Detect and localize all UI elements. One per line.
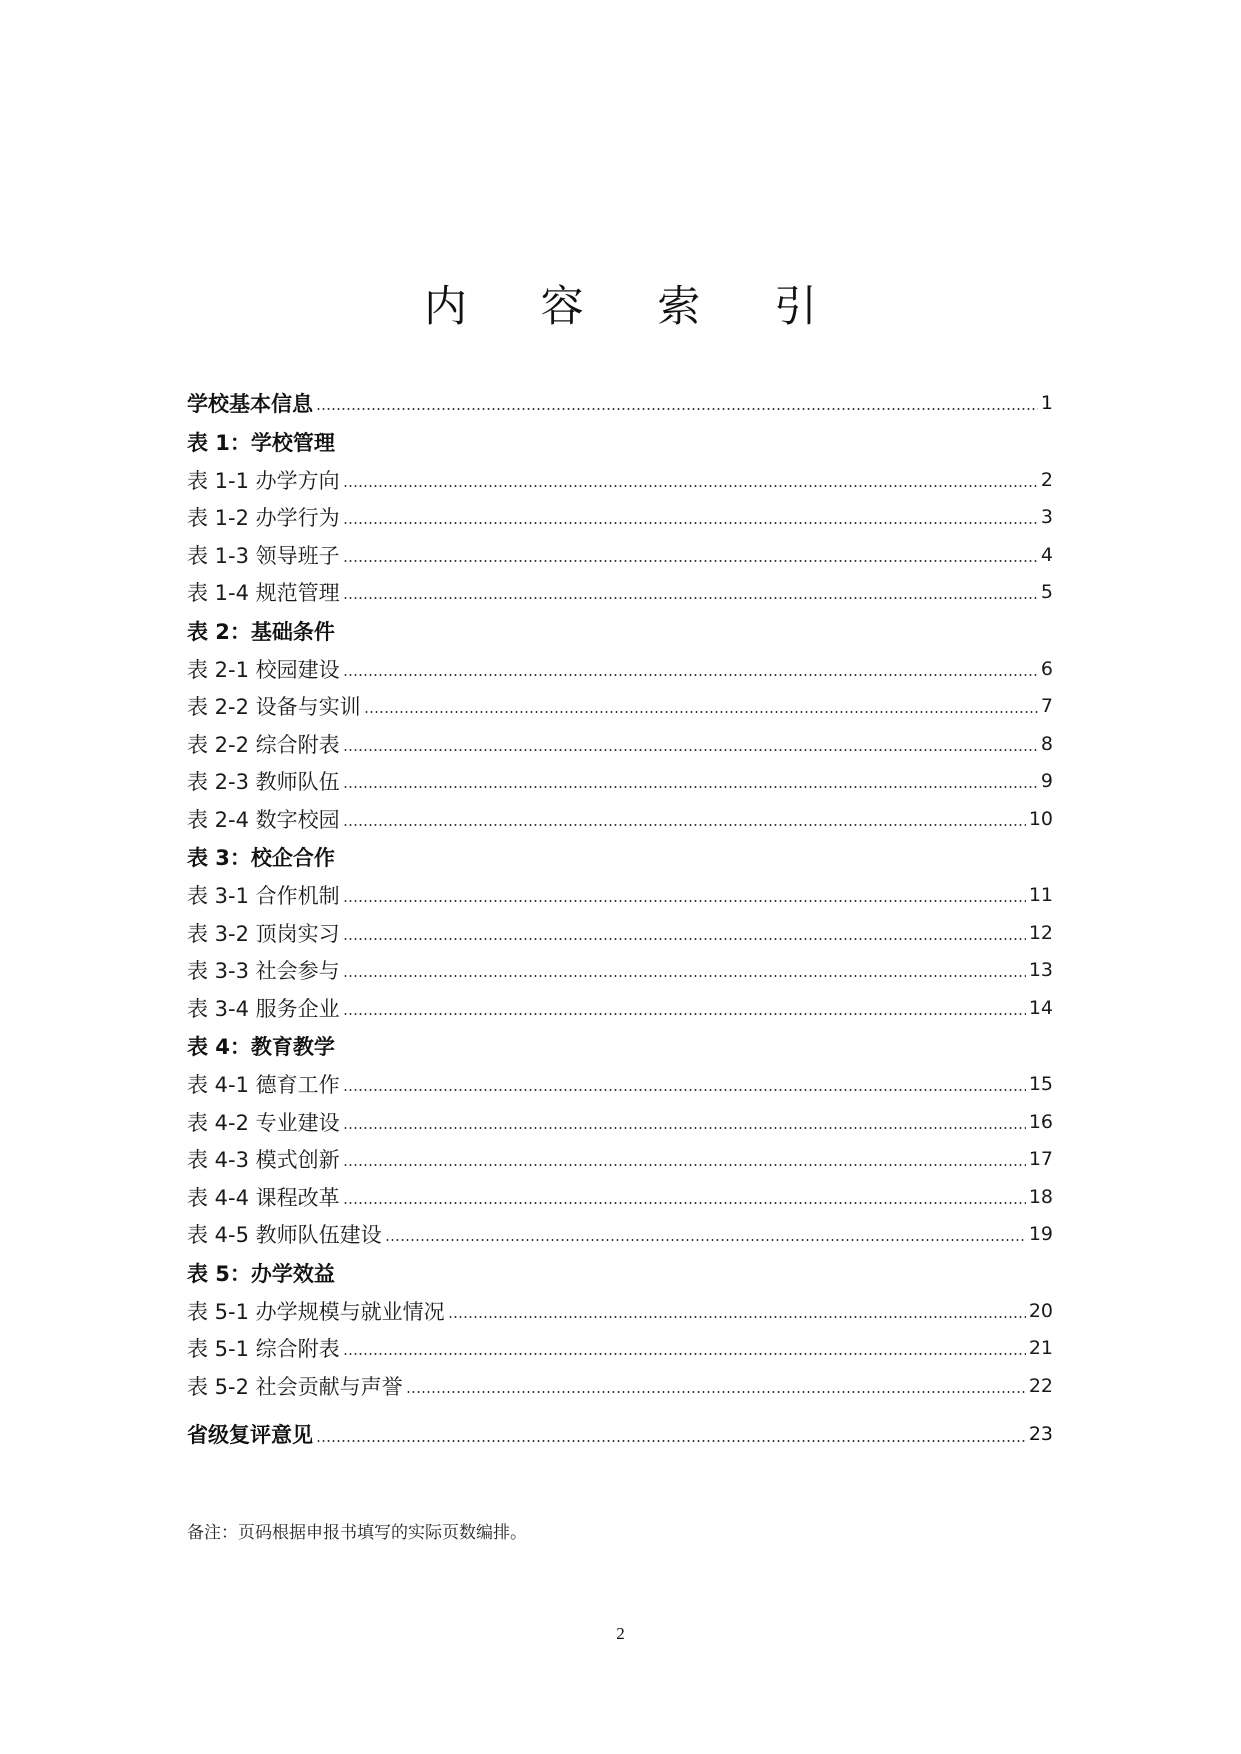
toc-entry[interactable] [187, 1141, 1053, 1179]
dot-leader [343, 1202, 1026, 1204]
toc-entry[interactable] [187, 725, 1053, 763]
toc-entry-label: 表 4：教育教学 [187, 1035, 335, 1059]
dot-leader [385, 1239, 1026, 1241]
toc-entry-label: 表 1-2 办学行为 [187, 506, 340, 531]
dot-leader [316, 1440, 1026, 1442]
dot-leader [343, 1013, 1026, 1015]
toc-entry-label: 表 1-1 办学方向 [187, 468, 340, 493]
toc-entry[interactable] [187, 1367, 1053, 1405]
toc-entry[interactable] [187, 989, 1053, 1027]
toc-entry[interactable] [187, 952, 1053, 990]
toc-entry-label: 表 5-1 办学规模与就业情况 [187, 1299, 445, 1324]
dot-leader [343, 1127, 1026, 1129]
toc-entry-label: 表 2：基础条件 [187, 619, 335, 644]
toc-entry-page: 7 [1040, 695, 1053, 718]
toc-entry-page: 11 [1028, 884, 1053, 907]
toc-entry-page: 8 [1040, 732, 1053, 755]
toc-entry[interactable] [187, 1103, 1053, 1141]
page-title: 内 容 索 引 [423, 281, 847, 332]
toc-entry[interactable] [187, 1216, 1053, 1254]
dot-leader [343, 485, 1038, 487]
table-of-contents [187, 383, 1053, 1454]
toc-entry-page: 23 [1028, 1423, 1053, 1445]
dot-leader [343, 1164, 1026, 1166]
toc-entry-label: 表 4-2 专业建设 [187, 1110, 340, 1135]
toc-entry[interactable] [187, 499, 1053, 537]
toc-entry-label: 表 2-2 设备与实训 [187, 695, 361, 720]
toc-entry-label: 表 4-4 课程改革 [187, 1185, 340, 1210]
toc-entry-page: 20 [1028, 1299, 1053, 1322]
dot-leader [343, 560, 1038, 562]
toc-entry-page: 14 [1028, 996, 1053, 1019]
toc-entry[interactable] [187, 1330, 1053, 1368]
dot-leader [343, 786, 1038, 788]
toc-entry-label: 表 2-1 校园建设 [187, 657, 340, 682]
toc-entry-label: 表 3-4 服务企业 [187, 996, 340, 1021]
toc-entry[interactable] [187, 688, 1053, 726]
toc-entry-label: 表 3-1 合作机制 [187, 884, 340, 909]
toc-entry-page: 17 [1028, 1148, 1053, 1171]
footnote: 备注：页码根据申报书填写的实际页数编排。 [187, 1523, 527, 1543]
toc-entry[interactable] [187, 1066, 1053, 1104]
dot-leader [343, 674, 1038, 676]
dot-leader [364, 711, 1038, 713]
toc-entry[interactable] [187, 1292, 1053, 1330]
toc-entry-page: 1 [1040, 391, 1053, 414]
dot-leader [343, 1353, 1026, 1355]
toc-entry[interactable] [187, 536, 1053, 574]
dot-leader [343, 597, 1038, 599]
dot-leader [343, 824, 1026, 826]
toc-entry[interactable] [187, 877, 1053, 915]
toc-entry-page: 15 [1028, 1073, 1053, 1096]
toc-entry[interactable] [187, 650, 1053, 688]
toc-entry-label: 表 2-2 综合附表 [187, 732, 340, 757]
toc-entry-page: 10 [1028, 807, 1053, 830]
toc-entry-label: 学校基本信息 [187, 391, 313, 416]
toc-entry-page: 22 [1028, 1374, 1053, 1397]
toc-entry-label: 表 5-1 综合附表 [187, 1337, 340, 1362]
toc-entry[interactable] [187, 914, 1053, 952]
toc-section-entry[interactable] [187, 1415, 1053, 1454]
toc-entry-page: 12 [1028, 921, 1053, 944]
dot-leader [343, 749, 1038, 751]
toc-entry-label: 省级复评意见 [187, 1423, 313, 1447]
toc-entry[interactable] [187, 763, 1053, 801]
dot-leader [448, 1316, 1026, 1318]
toc-section-entry[interactable] [187, 611, 1053, 650]
toc-entry-page: 3 [1040, 506, 1053, 529]
dot-leader [343, 938, 1026, 940]
toc-entry-page: 4 [1040, 543, 1053, 566]
dot-leader [343, 522, 1038, 524]
toc-entry-label: 表 4-3 模式创新 [187, 1148, 340, 1173]
toc-entry-label: 表 1：学校管理 [187, 430, 335, 455]
dot-leader [343, 900, 1026, 902]
toc-entry-page: 9 [1040, 770, 1053, 793]
toc-entry-label: 表 2-4 数字校园 [187, 807, 340, 832]
toc-section-entry[interactable] [187, 422, 1053, 461]
toc-section-entry[interactable] [187, 838, 1053, 877]
toc-entry-label: 表 4-5 教师队伍建设 [187, 1223, 382, 1248]
toc-entry-page: 21 [1028, 1337, 1053, 1360]
toc-entry-page: 19 [1028, 1223, 1053, 1246]
toc-section-entry[interactable] [187, 1253, 1053, 1292]
toc-entry-label: 表 5：办学效益 [187, 1261, 335, 1286]
toc-entry-page: 5 [1040, 581, 1053, 604]
dot-leader [316, 408, 1038, 410]
toc-entry-page: 2 [1040, 468, 1053, 491]
toc-section-entry[interactable] [187, 383, 1053, 422]
dot-leader [343, 1089, 1026, 1091]
page-number: 2 [616, 1624, 625, 1643]
toc-entry-label: 表 4-1 德育工作 [187, 1073, 340, 1098]
toc-entry-page: 18 [1028, 1185, 1053, 1208]
toc-entry-label: 表 3-2 顶岗实习 [187, 921, 340, 946]
toc-entry-page: 6 [1040, 657, 1053, 680]
toc-entry-page: 13 [1028, 959, 1053, 982]
toc-entry[interactable] [187, 461, 1053, 499]
toc-entry-label: 表 1-3 领导班子 [187, 543, 340, 568]
toc-entry-label: 表 5-2 社会贡献与声誉 [187, 1374, 403, 1399]
toc-entry[interactable] [187, 1178, 1053, 1216]
toc-entry[interactable] [187, 800, 1053, 838]
toc-section-entry[interactable] [187, 1027, 1053, 1066]
toc-entry-page: 16 [1028, 1110, 1053, 1133]
toc-entry[interactable] [187, 574, 1053, 612]
toc-entry-label: 表 3：校企合作 [187, 846, 335, 870]
toc-entry-label: 表 3-3 社会参与 [187, 959, 340, 984]
toc-entry-label: 表 1-4 规范管理 [187, 581, 340, 606]
toc-entry-label: 表 2-3 教师队伍 [187, 770, 340, 795]
dot-leader [343, 975, 1026, 977]
dot-leader [406, 1391, 1026, 1393]
